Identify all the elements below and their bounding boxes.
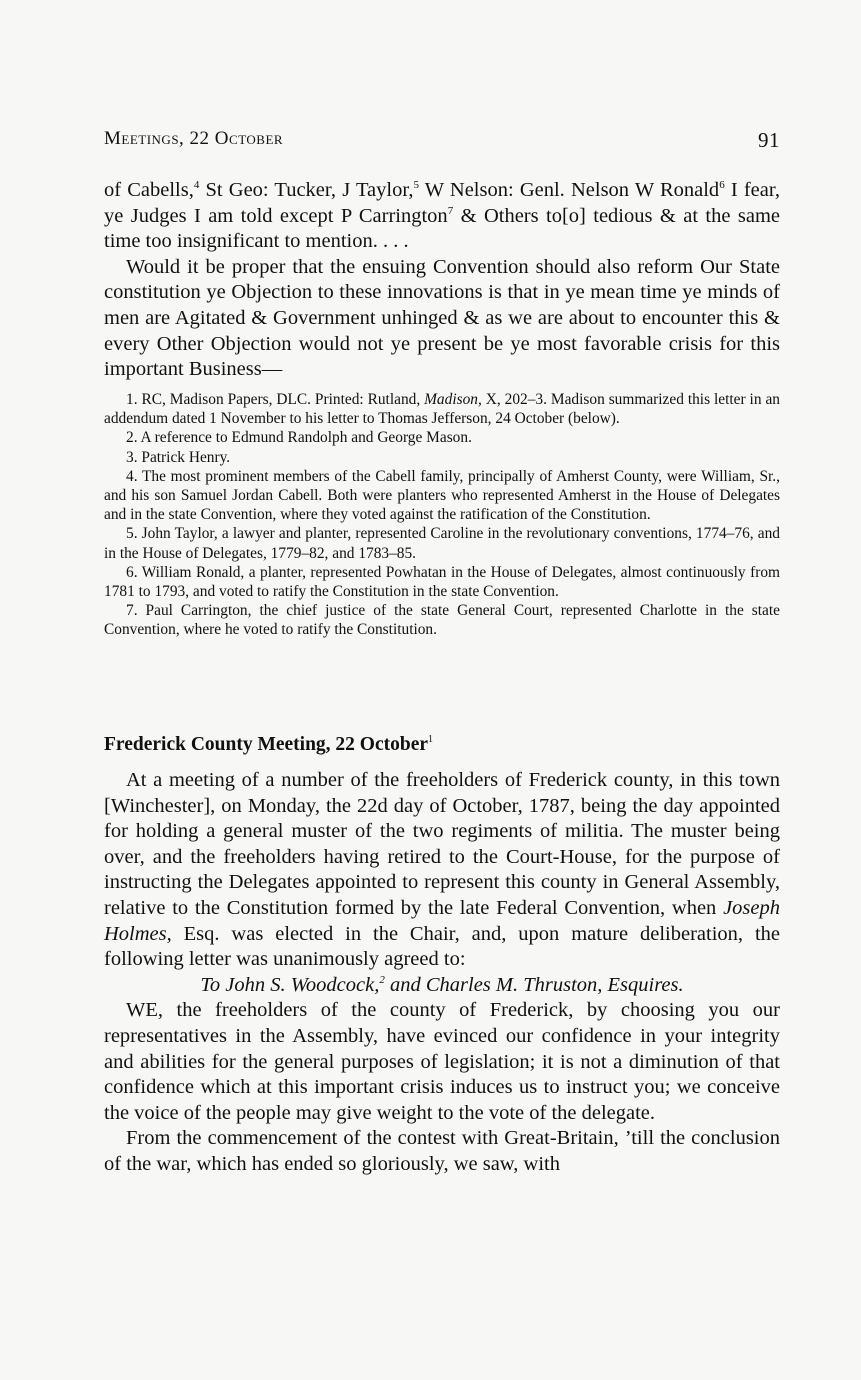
letter-address: To John S. Woodcock,$^2$ and Charles M. Thruston, Esquires. <box>200 973 684 996</box>
footnote-3: 3. Patrick Henry. <box>126 448 231 466</box>
footnote-ref: 6 <box>719 179 725 191</box>
section-paragraph-2: WE, the freeholders of the county of Frederick, by choosing you our representatives in the Assembly, have evinced our confidence in your integrity and abilities for the general purposes of legislation; it is not a diminution of that confidence which at this important crisis induces us to instruct you; we conceive the voice of the people may give weight to the vote of the delegate. <box>104 999 780 1124</box>
section-body <box>104 768 780 1178</box>
footnote-5: 5. John Taylor, a lawyer and planter, represented Caroline in the revolutionary conventions, 1774–76, and in the House of Delegates, 1779–82, and 1783–85. <box>104 525 780 562</box>
letter-paragraph-2: Would it be proper that the ensuing Convention should also reform Our State constitution ye Objection to these innovations is that in ye mean time ye minds of men are Agitated & Government unhinged & as we are about to encounter this & every Other Objection would not ye present be ye most favorable crisis for this important Business— <box>104 255 780 381</box>
section-heading: Frederick County Meeting, 22 October$^1$ <box>104 734 434 755</box>
footnote-ref: 2 <box>379 973 385 986</box>
footnote-2: 2. A reference to Edmund Randolph and George Mason. <box>126 429 472 447</box>
footnote-7: 7. Paul Carrington, the chief justice of the state General Court, represented Charlotte in the state Convention, where he voted to ratify the Constitution. <box>104 602 780 639</box>
footnote-ref: 1 <box>428 734 434 745</box>
footnote-4: 4. The most prominent members of the Cabell family, principally of Amherst County, were William, Sr., and his son Samuel Jordan Cabell. Both were planters who represented Amherst in the House of Delegates and in the state Convention, where they voted against the ratification of the Constitution. <box>104 467 780 524</box>
letter-paragraph-1: of Cabells,$^4$ St Geo: Tucker, J Taylor,$^5$ W Nelson: Genl. Nelson W Ronald$^6$ I fear, ye Judges I am told except P Carrington$^7$ & Others to[o] tedious & at the same time too insignificant to mention. . . . <box>104 179 780 253</box>
letter-continuation <box>104 178 780 383</box>
page-number: 91 <box>758 128 780 152</box>
footnote-ref: 5 <box>413 179 419 191</box>
footnotes <box>104 390 780 640</box>
running-head-title: Meetings, 22 October <box>104 128 284 149</box>
footnote-ref: 4 <box>193 179 200 191</box>
section-paragraph-3: From the commencement of the contest with Great-Britain, ’till the conclusion of the war, which has ended so gloriously, we saw, with <box>104 1127 780 1175</box>
section-paragraph-1: At a meeting of a number of the freeholders of Frederick county, in this town [Winchester], on Monday, the 22d day of October, 1787, being the day appointed for holding a general muster of the two regiments of militia. The muster being over, and the freeholders having retired to the Court-House, for the purpose of instructing the Delegates appointed to represent this county in General Assembly, relative to the Constitution formed by the late Federal Convention, when Joseph Holmes, Esq. was elected in the Chair, and, upon mature deliberation, the following letter was unanimously agreed to: <box>104 769 780 971</box>
running-head <box>104 128 780 150</box>
footnote-1: 1. RC, Madison Papers, DLC. Printed: Rutland, Madison, X, 202–3. Madison summarized this letter in an addendum dated 1 November to his letter to Thomas Jefferson, 24 October (below). <box>104 391 780 428</box>
footnote-ref: 7 <box>447 204 454 217</box>
footnote-6: 6. William Ronald, a planter, represented Powhatan in the House of Delegates, almost continuously from 1781 to 1793, and voted to ratify the Constitution in the state Convention. <box>104 563 780 601</box>
